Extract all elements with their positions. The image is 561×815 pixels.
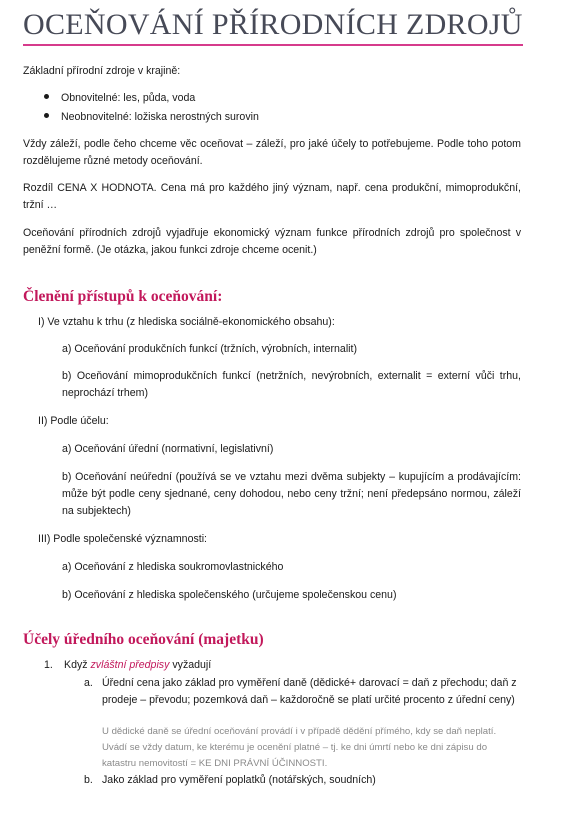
intro-text: Základní přírodní zdroje v krajině:: [23, 65, 181, 77]
sub-item: [84, 675, 521, 709]
list-item: [44, 109, 259, 126]
section-heading: Účely úředního oceňování (majetku): [23, 631, 264, 648]
sub-item-letter: b.: [84, 774, 93, 786]
bullet-text: Neobnovitelné: ložiska nerostných surovin: [61, 111, 259, 123]
bullet-icon: [44, 94, 49, 99]
group-label: I) Ve vztahu k trhu (z hlediska sociálně-ekonomického obsahu):: [38, 316, 335, 328]
page-title: OCEŇOVÁNÍ PŘÍRODNÍCH ZDROJŮ: [23, 8, 523, 41]
group-item: a) Oceňování úřední (normativní, legislativní): [62, 443, 274, 455]
group-item: b) Oceňování mimoprodukčních funkcí (netržních, nevýrobních, externalit = externí vůči trhu, neprochází trhem): [62, 370, 521, 399]
group-label: III) Podle společenské významnosti:: [38, 533, 207, 545]
paragraph: Vždy záleží, podle čeho chceme věc oceňovat – záleží, pro jaké účely to potřebujeme. Podle toho potom rozdělujeme různé metody oceňování.: [23, 138, 521, 167]
numbered-item: [44, 657, 211, 674]
sub-item-text: Úřední cena jako základ pro vyměření daně (dědické+ darovací = daň z přechodu; daň z prodeje – převodu; pozemková daň – každoročně se platí určité procento z úřední ceny): [102, 677, 517, 706]
note-text: U dědické daně se úřední oceňování provádí i v případě dědění přímého, kdy se daň neplatí. Uvádí se vždy datum, ke kterému je ocenění platné – tj. ke dni úmrtí nebo ke dni zápisu do katastru nemovitostí = KE DNI PRÁVNÍ ÚČINNOSTI.: [102, 726, 497, 769]
group-item: a) Oceňování produkčních funkcí (tržních, výrobních, internalit): [62, 343, 357, 355]
group-item: a) Oceňování z hlediska soukromovlastnického: [62, 561, 284, 573]
section-heading: Členění přístupů k oceňování:: [23, 288, 223, 305]
item-number: 1.: [44, 659, 53, 671]
sub-item: [84, 772, 521, 789]
group-item: b) Oceňování neúřední (používá se ve vztahu mezi dvěma subjekty – kupujícím a prodávajícím: může být podle ceny sjednané, ceny dohodou, nebo ceny tržní; není předepsáno normou, záleží na subjektech): [62, 471, 521, 517]
group-label: II) Podle účelu:: [38, 415, 109, 427]
sub-item-letter: a.: [84, 677, 93, 689]
sub-item-text: Jako základ pro vyměření poplatků (notářských, soudních): [102, 774, 376, 786]
emphasis-text: zvláštní předpisy: [90, 659, 170, 671]
bullet-icon: [44, 113, 49, 118]
list-item: [44, 90, 195, 107]
title-underline: [23, 44, 523, 46]
item-text: vyžadují: [169, 659, 212, 671]
group-item: b) Oceňování z hlediska společenského (určujeme společenskou cenu): [62, 589, 397, 601]
bullet-text: Obnovitelné: les, půda, voda: [61, 92, 196, 104]
paragraph: Oceňování přírodních zdrojů vyjadřuje ekonomický význam funkce přírodních zdrojů pro společnost v peněžní formě. (Je otázka, jakou funkci zdroje chceme ocenit.): [23, 227, 521, 256]
paragraph: Rozdíl CENA X HODNOTA. Cena má pro každého jiný význam, např. cena produkční, mimoprodukční, tržní …: [23, 182, 521, 211]
item-text: Když: [64, 659, 91, 671]
